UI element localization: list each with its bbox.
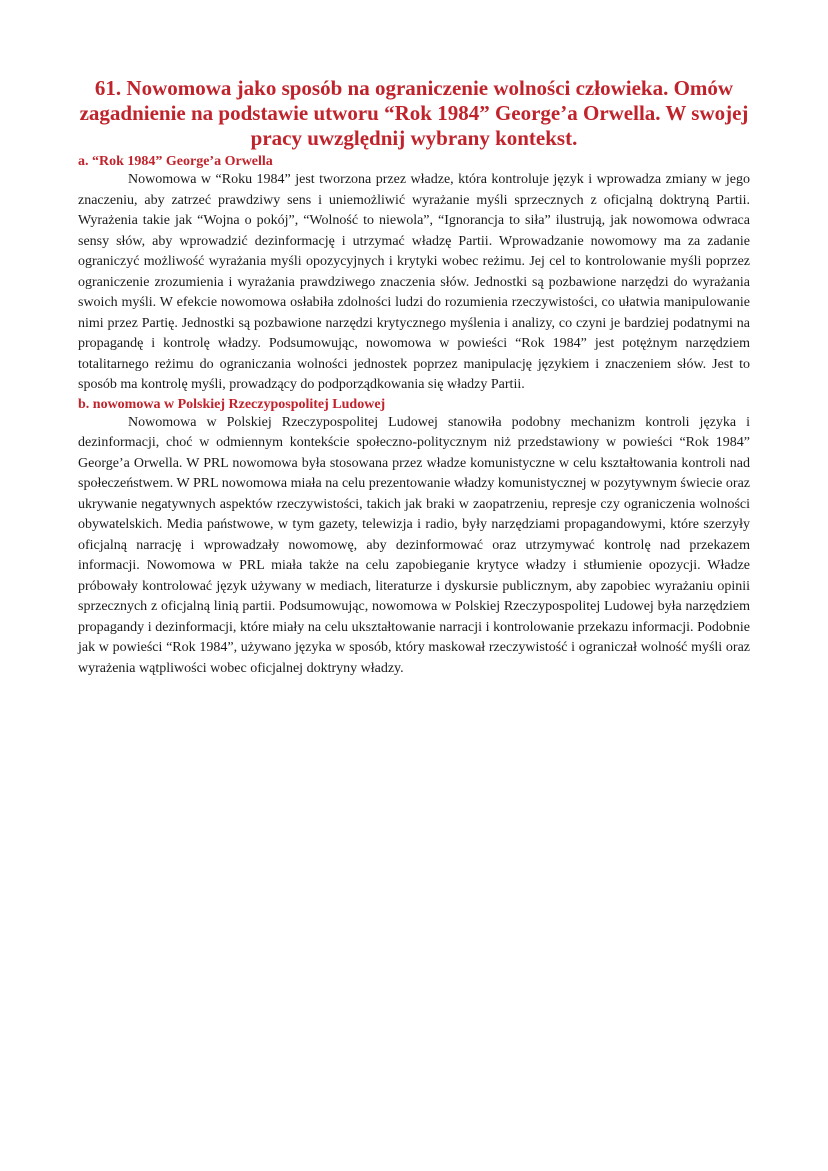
document-page	[78, 76, 750, 679]
section-heading: a. “Rok 1984” George’a Orwella	[78, 154, 273, 169]
section-paragraph: Nowomowa w Polskiej Rzeczypospolitej Ludowej stanowiła podobny mechanizm kontroli języka i dezinformacji, choć w odmiennym kontekście społeczno-politycznym niż przedstawiony w powieści “Rok 1984” George’a Orwella. W PRL nowomowa była stosowana przez władze komunistyczne w celu kształtowania kontroli nad społeczeństwem. W PRL nowomowa miała na celu prezentowanie władzy komunistycznej w pozytywnym świecie oraz ukrywanie negatywnych aspektów rzeczywistości, takich jak braki w zaopatrzeniu, represje czy ograniczenia wolności obywatelskich. Media państwowe, w tym gazety, telewizja i radio, były narzędziami propagandowymi, które szerzyły oficjalną narrację i wprowadzały nowomowę, aby dezinformować oraz utrzymywać kontrolę nad przekazem informacji. Nowomowa w PRL miała także na celu zapobieganie krytyce władzy i stłumienie opozycji. Władze próbowały kontrolować język używany w mediach, literaturze i dyskursie publicznym, aby zapobiec wyrażaniu opinii sprzecznych z oficjalną linią partii. Podsumowując, nowomowa w Polskiej Rzeczypospolitej Ludowej była narzędziem propagandy i dezinformacji, które miały na celu ukształtowanie narracji i kontrolowanie przekazu informacji. Podobnie jak w powieści “Rok 1984”, używano języka w sposób, który maskował rzeczywistość i ograniczał wolność myśli oraz wyrażenia wątpliwości wobec oficjalnej doktryny władzy.	[78, 414, 750, 676]
section-a	[78, 153, 750, 396]
section-b	[78, 396, 750, 680]
section-heading: b. nowomowa w Polskiej Rzeczypospolitej Ludowej	[78, 396, 386, 412]
section-paragraph: Nowomowa w “Roku 1984” jest tworzona przez władze, która kontroluje język i wprowadza zmiany w jego znaczeniu, aby zatrzeć prawdziwy sens i uniemożliwić wyrażanie myśli sprzecznych z oficjalną doktryną Partii. Wyrażenia takie jak “Wojna o pokój”, “Wolność to niewola”, “Ignorancja to siła” ilustrują, jak nowomowa odwraca sensy słów, aby wprowadzić dezinformację i utrzymać władzę Partii. Wprowadzanie nowomowy ma za zadanie ograniczyć możliwość wyrażania myśli opozycyjnych i krytyki wobec reżimu. Jej cel to kontrolowanie myśli poprzez ograniczenie zrozumienia i wyrażania prawdziwego znaczenia słów. Jednostki są pozbawione narzędzi do wyrażania swoich myśli. W efekcie nowomowa osłabiła zdolności ludzi do rozumienia rzeczywistości, co ułatwia manipulowanie nimi przez Partię. Jednostki są pozbawione narzędzi krytycznego myślenia i analizy, co czyni je bardziej podatnymi na propagandę i kontrolę władzy. Podsumowując, nowomowa w powieści “Rok 1984” jest potężnym narzędziem totalitarnego reżimu do ograniczania wolności jednostek poprzez manipulację językiem i znaczeniem słów. Jest to sposób ma kontrolę myśli, prowadzący do podporządkowania się władzy Partii.	[78, 172, 750, 392]
document-title: 61. Nowomowa jako sposób na ograniczenie wolności człowieka. Omów zagadnienie na podstawie utworu “Rok 1984” George’a Orwella. W swojej pracy uwzględnij wybrany kontekst.	[79, 76, 749, 150]
